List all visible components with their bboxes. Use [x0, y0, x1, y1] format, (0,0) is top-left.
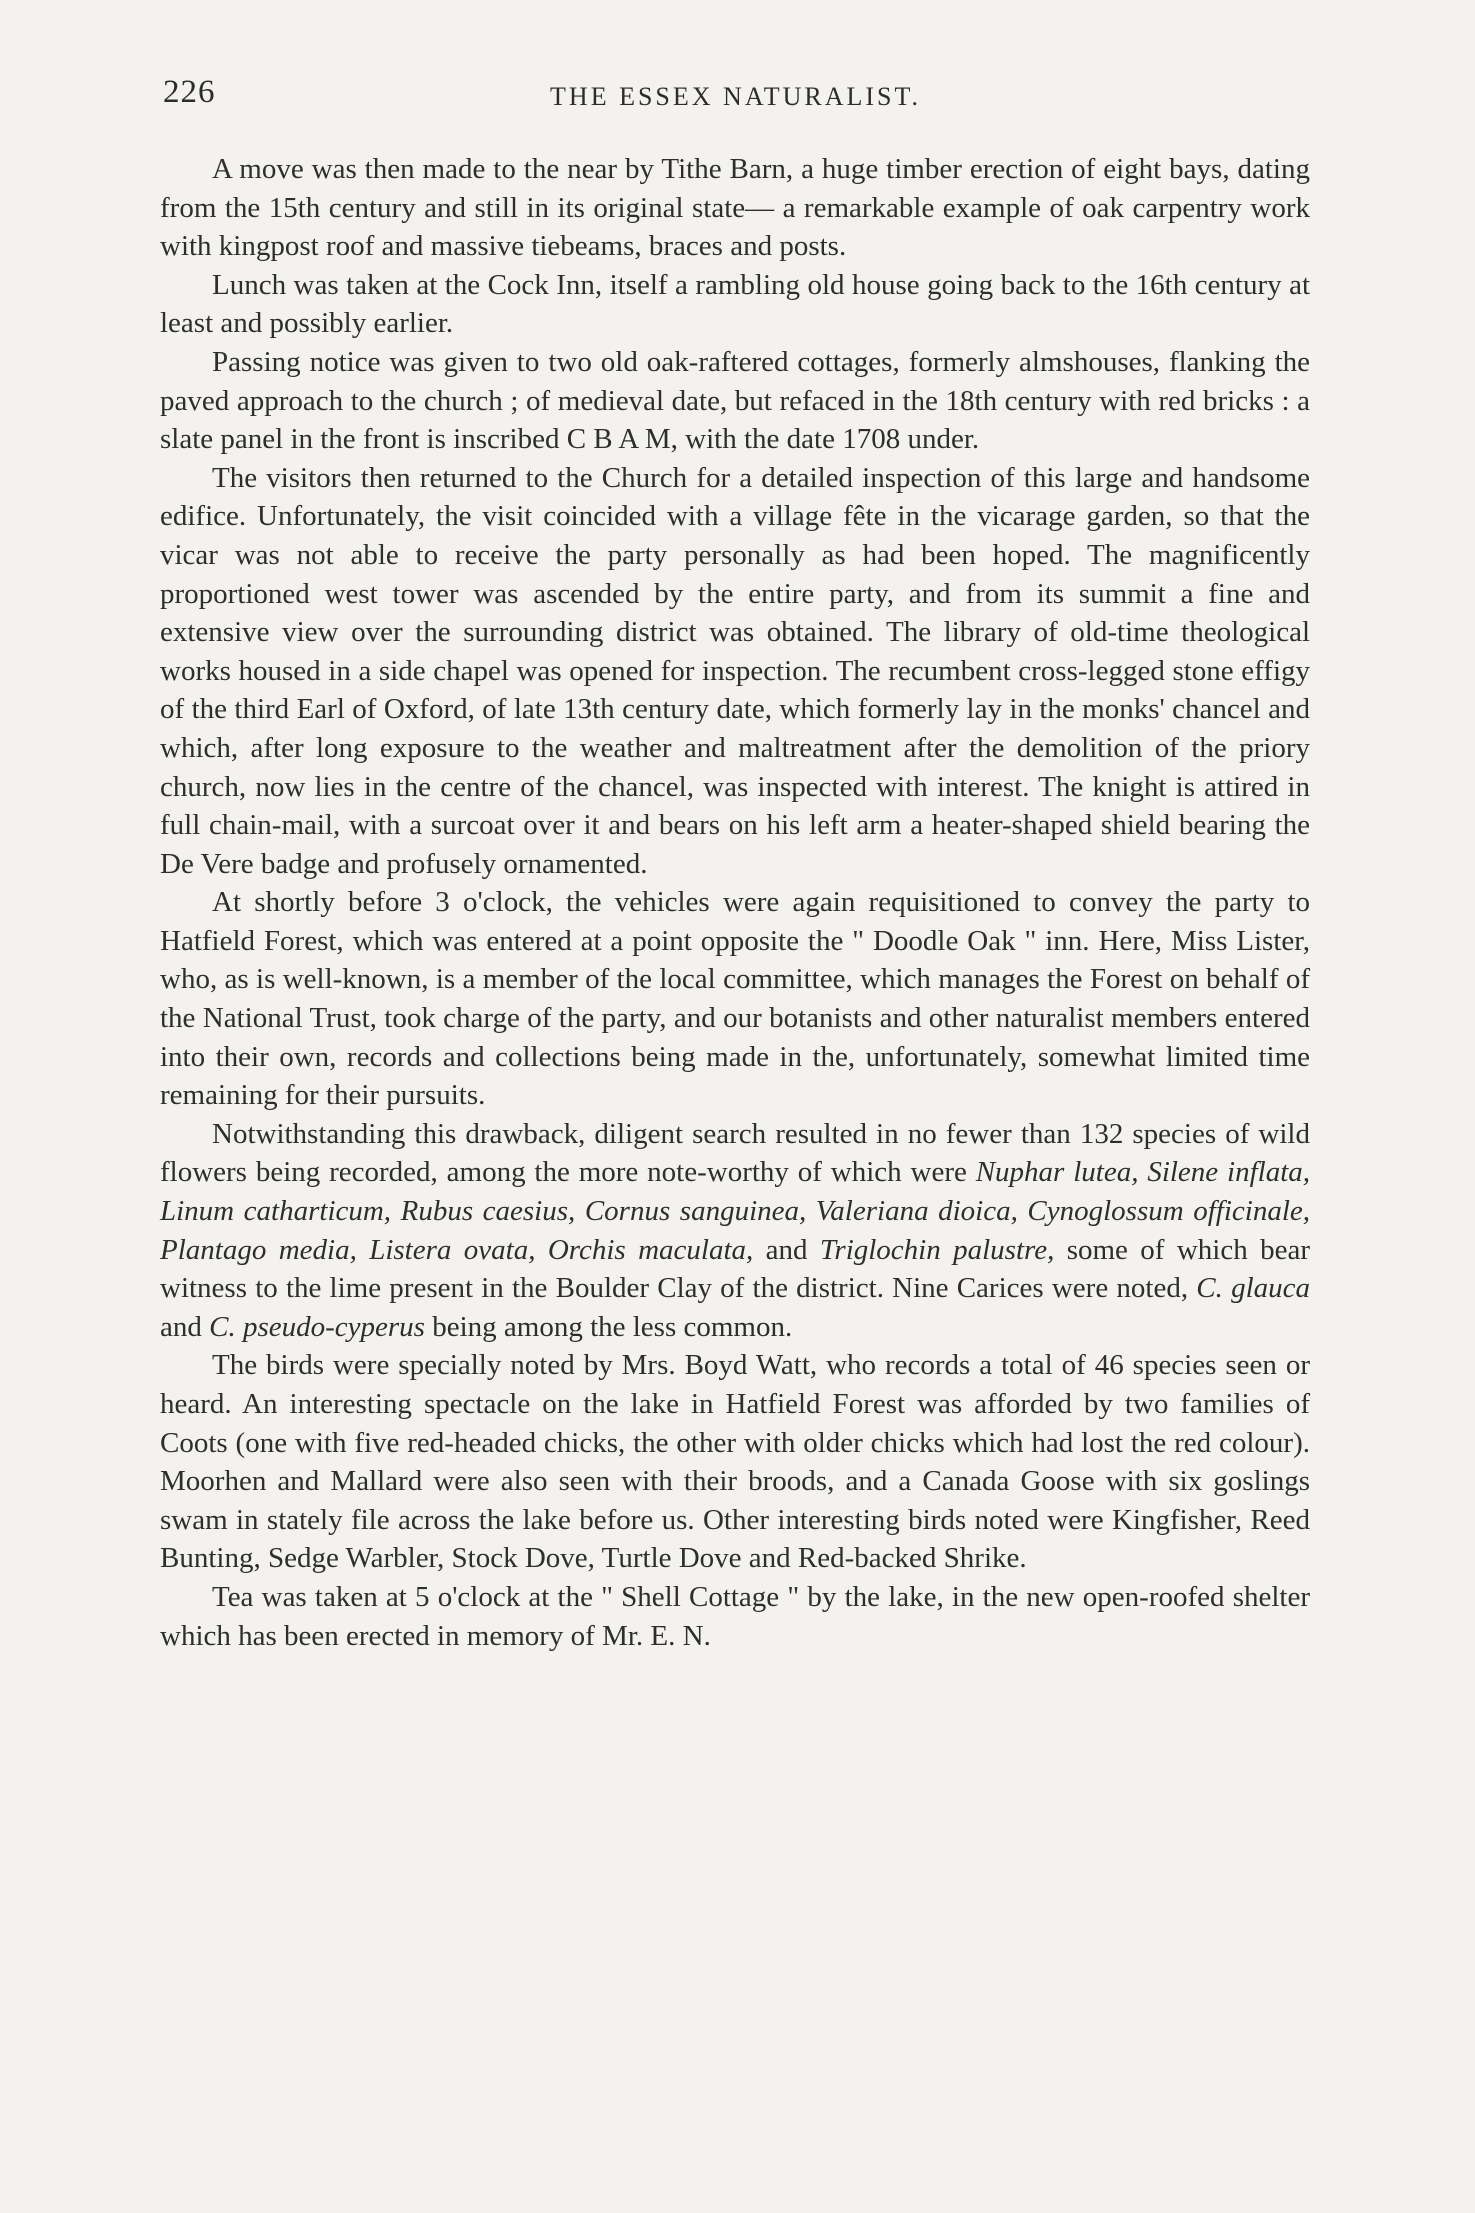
species-name: Valeriana dioica,	[815, 1195, 1018, 1228]
species-name: Linum catharticum,	[160, 1195, 392, 1228]
species-name: Cynoglossum officinale,	[1027, 1195, 1311, 1228]
species-name: Cornus sanguinea,	[584, 1195, 807, 1228]
species-name: Rubus caesius,	[400, 1195, 576, 1228]
paragraph-hatfield-forest: At shortly before 3 o'clock, the vehicles were again requisitioned to convey the party to Hatfield Forest, which was entered at a point opposite the " Doodle Oak " inn. Here, Miss Lister, who, as is well-known, is a member of the local committee, which manages the Forest on behalf of the National Trust, took charge of the party, and our botanists and other naturalist members entered into their own, records and collections being made in the, unfortunately, somewhat limited time remaining for their pursuits.	[160, 886, 1310, 1112]
species-name: Triglochin palustre,	[819, 1233, 1055, 1266]
paragraph-church: The visitors then returned to the Church for a detailed inspection of this large and handsome edifice. Unfortunately, the visit coincided with a village fête in the vicarage garden, so that the vicar was not able to receive the party personally as had been hoped. The magnificently proportioned west tower was ascended by the entire party, and from its summit a fine and extensive view over the surrounding district was obtained. The library of old-time theological works housed in a side chapel was opened for inspection. The recumbent cross-legged stone effigy of the third Earl of Oxford, of late 13th century date, which formerly lay in the monks' chancel and which, after long exposure to the weather and maltreatment after the demolition of the priory church, now lies in the centre of the chancel, was inspected with interest. The knight is attired in full chain-mail, with a surcoat over it and bears on his left arm a heater-shaped shield bearing the De Vere badge and profusely ornamented.	[160, 461, 1310, 880]
page-number: 226	[163, 74, 216, 110]
species-name: Listera ovata,	[369, 1233, 536, 1266]
paragraph-wild-flowers	[160, 1115, 1310, 1347]
flowers-and: and	[765, 1233, 808, 1266]
carex-name: C. glauca	[1196, 1272, 1310, 1305]
carex-and: and	[160, 1310, 202, 1343]
paragraph-tithe-barn: A move was then made to the near by Tithe Barn, a huge timber erection of eight bays, dating from the 15th century and still in its original state— a remarkable example of oak carpentry work with kingpost roof and massive tiebeams, braces and posts.	[160, 153, 1310, 263]
page-header	[163, 74, 1308, 124]
paragraph-cottages: Passing notice was given to two old oak-raftered cottages, formerly almshouses, flanking the paved approach to the church ; of medieval date, but refaced in the 18th century with red bricks : a slate panel in the front is inscribed C B A M, with the date 1708 under.	[160, 345, 1310, 456]
paragraph-birds: The birds were specially noted by Mrs. Boyd Watt, who records a total of 46 species seen or heard. An interesting spectacle on the lake in Hatfield Forest was afforded by two families of Coots (one with five red-headed chicks, the other with older chicks which had lost the red colour). Moorhen and Mallard were also seen with their broods, and a Canada Goose with six goslings swam in stately file across the lake before us. Other interesting birds noted were Kingfisher, Reed Bunting, Sedge Warbler, Stock Dove, Turtle Dove and Red-backed Shrike.	[160, 1349, 1310, 1575]
species-name: Plantago media,	[160, 1233, 357, 1266]
paragraph-tea: Tea was taken at 5 o'clock at the " Shell Cottage " by the lake, in the new open-roofed shelter which has been erected in memory of Mr. E. N.	[160, 1580, 1310, 1652]
paragraph-lunch: Lunch was taken at the Cock Inn, itself a rambling old house going back to the 16th century at least and possibly earlier.	[160, 268, 1310, 340]
flowers-tail: being among the less common.	[432, 1310, 793, 1343]
species-name: Nuphar lutea,	[975, 1156, 1139, 1189]
flowers-outro: some of which bear witness to the lime present in the Boulder Clay of the district. Nine Carices were noted,	[160, 1233, 1310, 1305]
flowers-intro: Notwithstanding this drawback, diligent search resulted in no fewer than 132 species of wild flowers being recorded, among the more note-worthy of which were	[160, 1117, 1310, 1189]
carex-name: C. pseudo-cyperus	[209, 1310, 425, 1343]
body-text	[160, 150, 1310, 1655]
species-name: Orchis maculata,	[547, 1233, 754, 1266]
species-name: Silene inflata,	[1147, 1156, 1311, 1189]
running-head: THE ESSEX NATURALIST.	[550, 82, 921, 111]
